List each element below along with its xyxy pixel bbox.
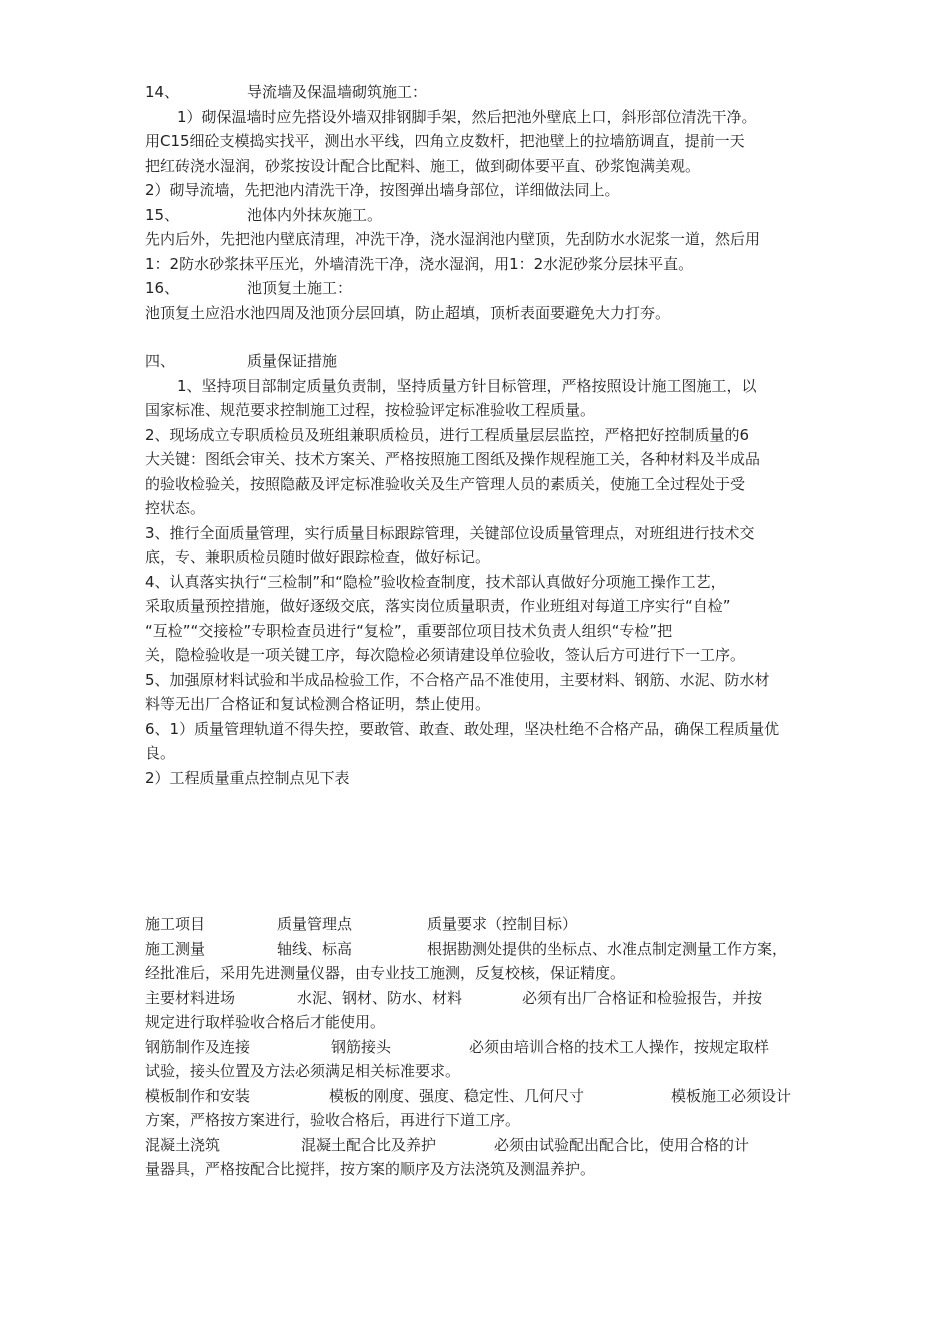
section-heading: 14、 导流墙及保温墙砌筑施工：: [145, 83, 428, 101]
table-cell-item: 模板制作和安装: [145, 1086, 251, 1105]
list-item-line: 3、推行全面质量管理，实行质量目标跟踪管理，关键部位设质量管理点，对班组进行技术交: [145, 523, 755, 542]
paragraph: 用C15细砼支模捣实找平，测出水平线，四角立皮数杆，把池壁上的拉墙筋调直，提前一天: [145, 132, 745, 150]
list-item-line: 控状态。: [145, 499, 206, 517]
list-item-line: 良。: [145, 744, 176, 762]
table-row-continuation: 试验，接头位置及方法必须满足相关标准要求。: [145, 1062, 461, 1080]
table-cell-requirement: 必须由培训合格的技术工人操作，按规定取样: [469, 1037, 770, 1056]
list-item-line: 底，专、兼职质检员随时做好跟踪检查，做好标记。: [145, 548, 491, 566]
list-item-line: 1、坚持项目部制定质量负责制，坚持质量方针目标管理，严格按照设计施工图施工，以: [177, 376, 757, 395]
table-row-continuation: 方案，严格按方案进行，验收合格后，再进行下道工序。: [145, 1111, 521, 1129]
quality-control-table: [145, 912, 813, 1182]
list-item-line: 6、1）质量管理轨道不得失控，要敢管、敢查、敢处理，坚决杜绝不合格产品，确保工程质量优: [145, 719, 780, 738]
table-cell-point: 水泥、钢材、防水、材料: [297, 988, 463, 1007]
table-cell-item: 施工测量: [145, 939, 206, 958]
list-item-line: 5、加强原材料试验和半成品检验工作，不合格产品不准使用，主要材料、钢筋、水泥、防水材: [145, 670, 770, 689]
table-row: [145, 1133, 813, 1158]
table-cell-item: 主要材料进场: [145, 988, 236, 1007]
table-row: [145, 937, 813, 962]
table-row-continuation: 经批准后，采用先进测量仪器，由专业技工施测，反复校核，保证精度。: [145, 964, 626, 982]
paragraph: 池顶复土应沿水池四周及池顶分层回填，防止超填，顶析表面要避免大力打夯。: [145, 303, 671, 322]
table-row: [145, 1035, 813, 1060]
paragraph: 1）砌保温墙时应先搭设外墙双排钢脚手架，然后把池外壁底上口，斜形部位清洗干净。: [177, 107, 757, 126]
quality-measures-list: [145, 374, 813, 791]
document-page: [145, 80, 813, 1182]
list-item-line: 关，隐检验收是一项关键工序，每次隐检必须请建设单位验收，签认后方可进行下一工序。: [145, 646, 746, 664]
table-cell-requirement: 根据勘测处提供的坐标点、水准点制定测量工作方案，: [427, 939, 788, 958]
table-cell-point: 轴线、标高: [277, 939, 353, 958]
table-cell-requirement: 必须有出厂合格证和检验报告，并按: [522, 988, 763, 1007]
list-item-line: 料等无出厂合格证和复试检测合格证明，禁止使用。: [145, 695, 491, 713]
table-cell-requirement: 模板施工必须设计: [671, 1086, 792, 1105]
table-cell-point: 模板的刚度、强度、稳定性、几何尺寸: [329, 1086, 585, 1105]
list-item-line: “互检”“交接检”专职检查员进行“复检”，重要部位项目技术负责人组织“专检”把: [145, 621, 673, 640]
list-item-line: 采取质量预控措施，做好逐级交底，落实岗位质量职责，作业班组对每道工序实行“自检”: [145, 597, 731, 615]
paragraph: 1：2防水砂浆抹平压光，外墙清洗干净，浇水湿润，用1：2水泥砂浆分层抹平直。: [145, 254, 694, 273]
table-cell-point: 钢筋接头: [331, 1037, 392, 1056]
paragraph: 2）砌导流墙，先把池内清洗干净，按图弹出墙身部位，详细做法同上。: [145, 181, 620, 199]
list-item-line: 2）工程质量重点控制点见下表: [145, 768, 350, 787]
list-item-line: 4、认真落实执行“三检制”和“隐检”验收检查制度，技术部认真做好分项施工操作工艺，: [145, 572, 726, 591]
table-header: 施工项目 质量管理点 质量要求（控制目标）: [145, 915, 578, 933]
table-row-continuation: 规定进行取样验收合格后才能使用。: [145, 1013, 386, 1031]
paragraph: 先内后外，先把池内壁底清理，冲洗干净，浇水湿润池内壁顶，先刮防水水泥浆一道，然后用: [145, 230, 761, 248]
section-heading: 15、 池体内外抹灰施工。: [145, 205, 383, 224]
table-row: [145, 986, 813, 1011]
table-row-continuation: 量器具，严格按配合比搅拌，按方案的顺序及方法浇筑及测温养护。: [145, 1160, 596, 1178]
table-cell-point: 混凝土配合比及养护: [301, 1135, 437, 1154]
table-cell-item: 混凝土浇筑: [145, 1135, 221, 1154]
list-item-line: 2、现场成立专职质检员及班组兼职质检员，进行工程质量层层监控，严格把好控制质量的6: [145, 425, 750, 444]
section-heading: 16、 池顶复土施工：: [145, 279, 353, 297]
list-item-line: 大关键：图纸会审关、技术方案关、严格按照施工图纸及操作规程施工关，各种材料及半成品: [145, 450, 761, 468]
list-item-line: 国家标准、规范要求控制施工过程，按检验评定标准验收工程质量。: [145, 401, 596, 419]
paragraph: 把红砖浇水湿润，砂浆按设计配合比配料、施工，做到砌体要平直、砂浆饱满美观。: [145, 156, 701, 175]
section-heading: 四、 质量保证措施: [145, 352, 338, 370]
table-row: [145, 1084, 813, 1109]
table-cell-item: 钢筋制作及连接: [145, 1037, 251, 1056]
table-cell-requirement: 必须由试验配出配合比，使用合格的计: [494, 1135, 750, 1154]
list-item-line: 的验收检验关，按照隐蔽及评定标准验收关及生产管理人员的素质关，使施工全过程处于受: [145, 474, 746, 493]
